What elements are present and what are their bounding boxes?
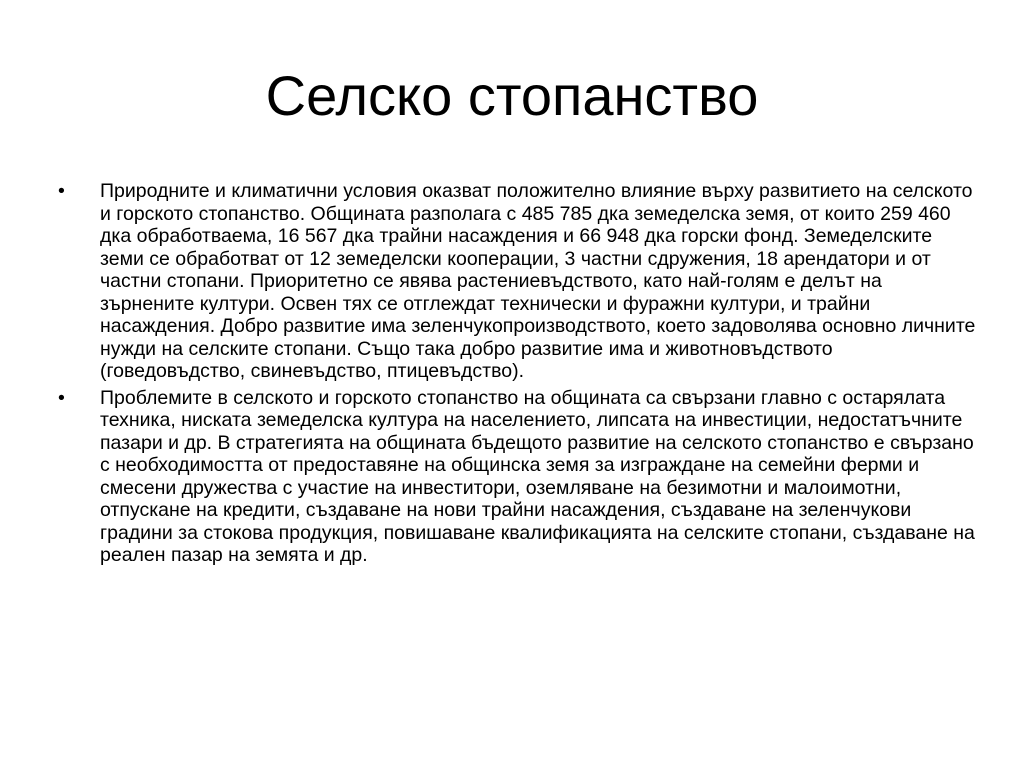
bullet-icon: • [58, 180, 65, 202]
bullet-text-2: Проблемите в селското и горското стопанство на общината са свързани главно с остарялата техника, ниската земеделска култура на населението, липсата на инвестиции, недостатъчните пазари и др. В стратегията на общината бъдещото развитие на селското стопанство е свързано с необходимостта от предоставяне на общинска земя за изграждане на семейни ферми и смесени дружества с участие на инвеститори, оземляване на безимотни и малоимотни, отпускане на кредити, създаване на нови трайни насаждения, създаване на зеленчукови градини за стокова продукция, повишаване квалификацията на селските стопани, създаване на реален пазар на земята и др. [100, 386, 975, 566]
bullet-icon: • [58, 386, 65, 409]
bullet-text-1: Природните и климатични условия оказват положително влияние върху развитието на селското и горското стопанство. Общината разполага с 485 785 дка земеделска земя, от които 259 460 дка обработваема, 16 567 дка трайни насаждения и 66 948 дка горски фонд. Земеделските земи се обработват от 12 земеделски кооперации, 3 частни сдружения, 18 арендатори и от частни стопани. Приоритетно се явява растениевъдството, като най-голям е делът на зърнените култури. Освен тях се отглеждат технически и фуражни култури, и трайни насаждения. Добро развитие има зеленчукопроизводството, което задоволява основно личните нужди на селските стопани. Също така добро развитие има и животновъдството (говедовъдство, свиневъдство, птицевъдство). [100, 180, 976, 382]
bullet-list [58, 180, 978, 571]
bullet-item-1 [58, 180, 978, 383]
bullet-item-2 [58, 387, 978, 567]
slide-title: Селско стопанство [265, 64, 759, 127]
